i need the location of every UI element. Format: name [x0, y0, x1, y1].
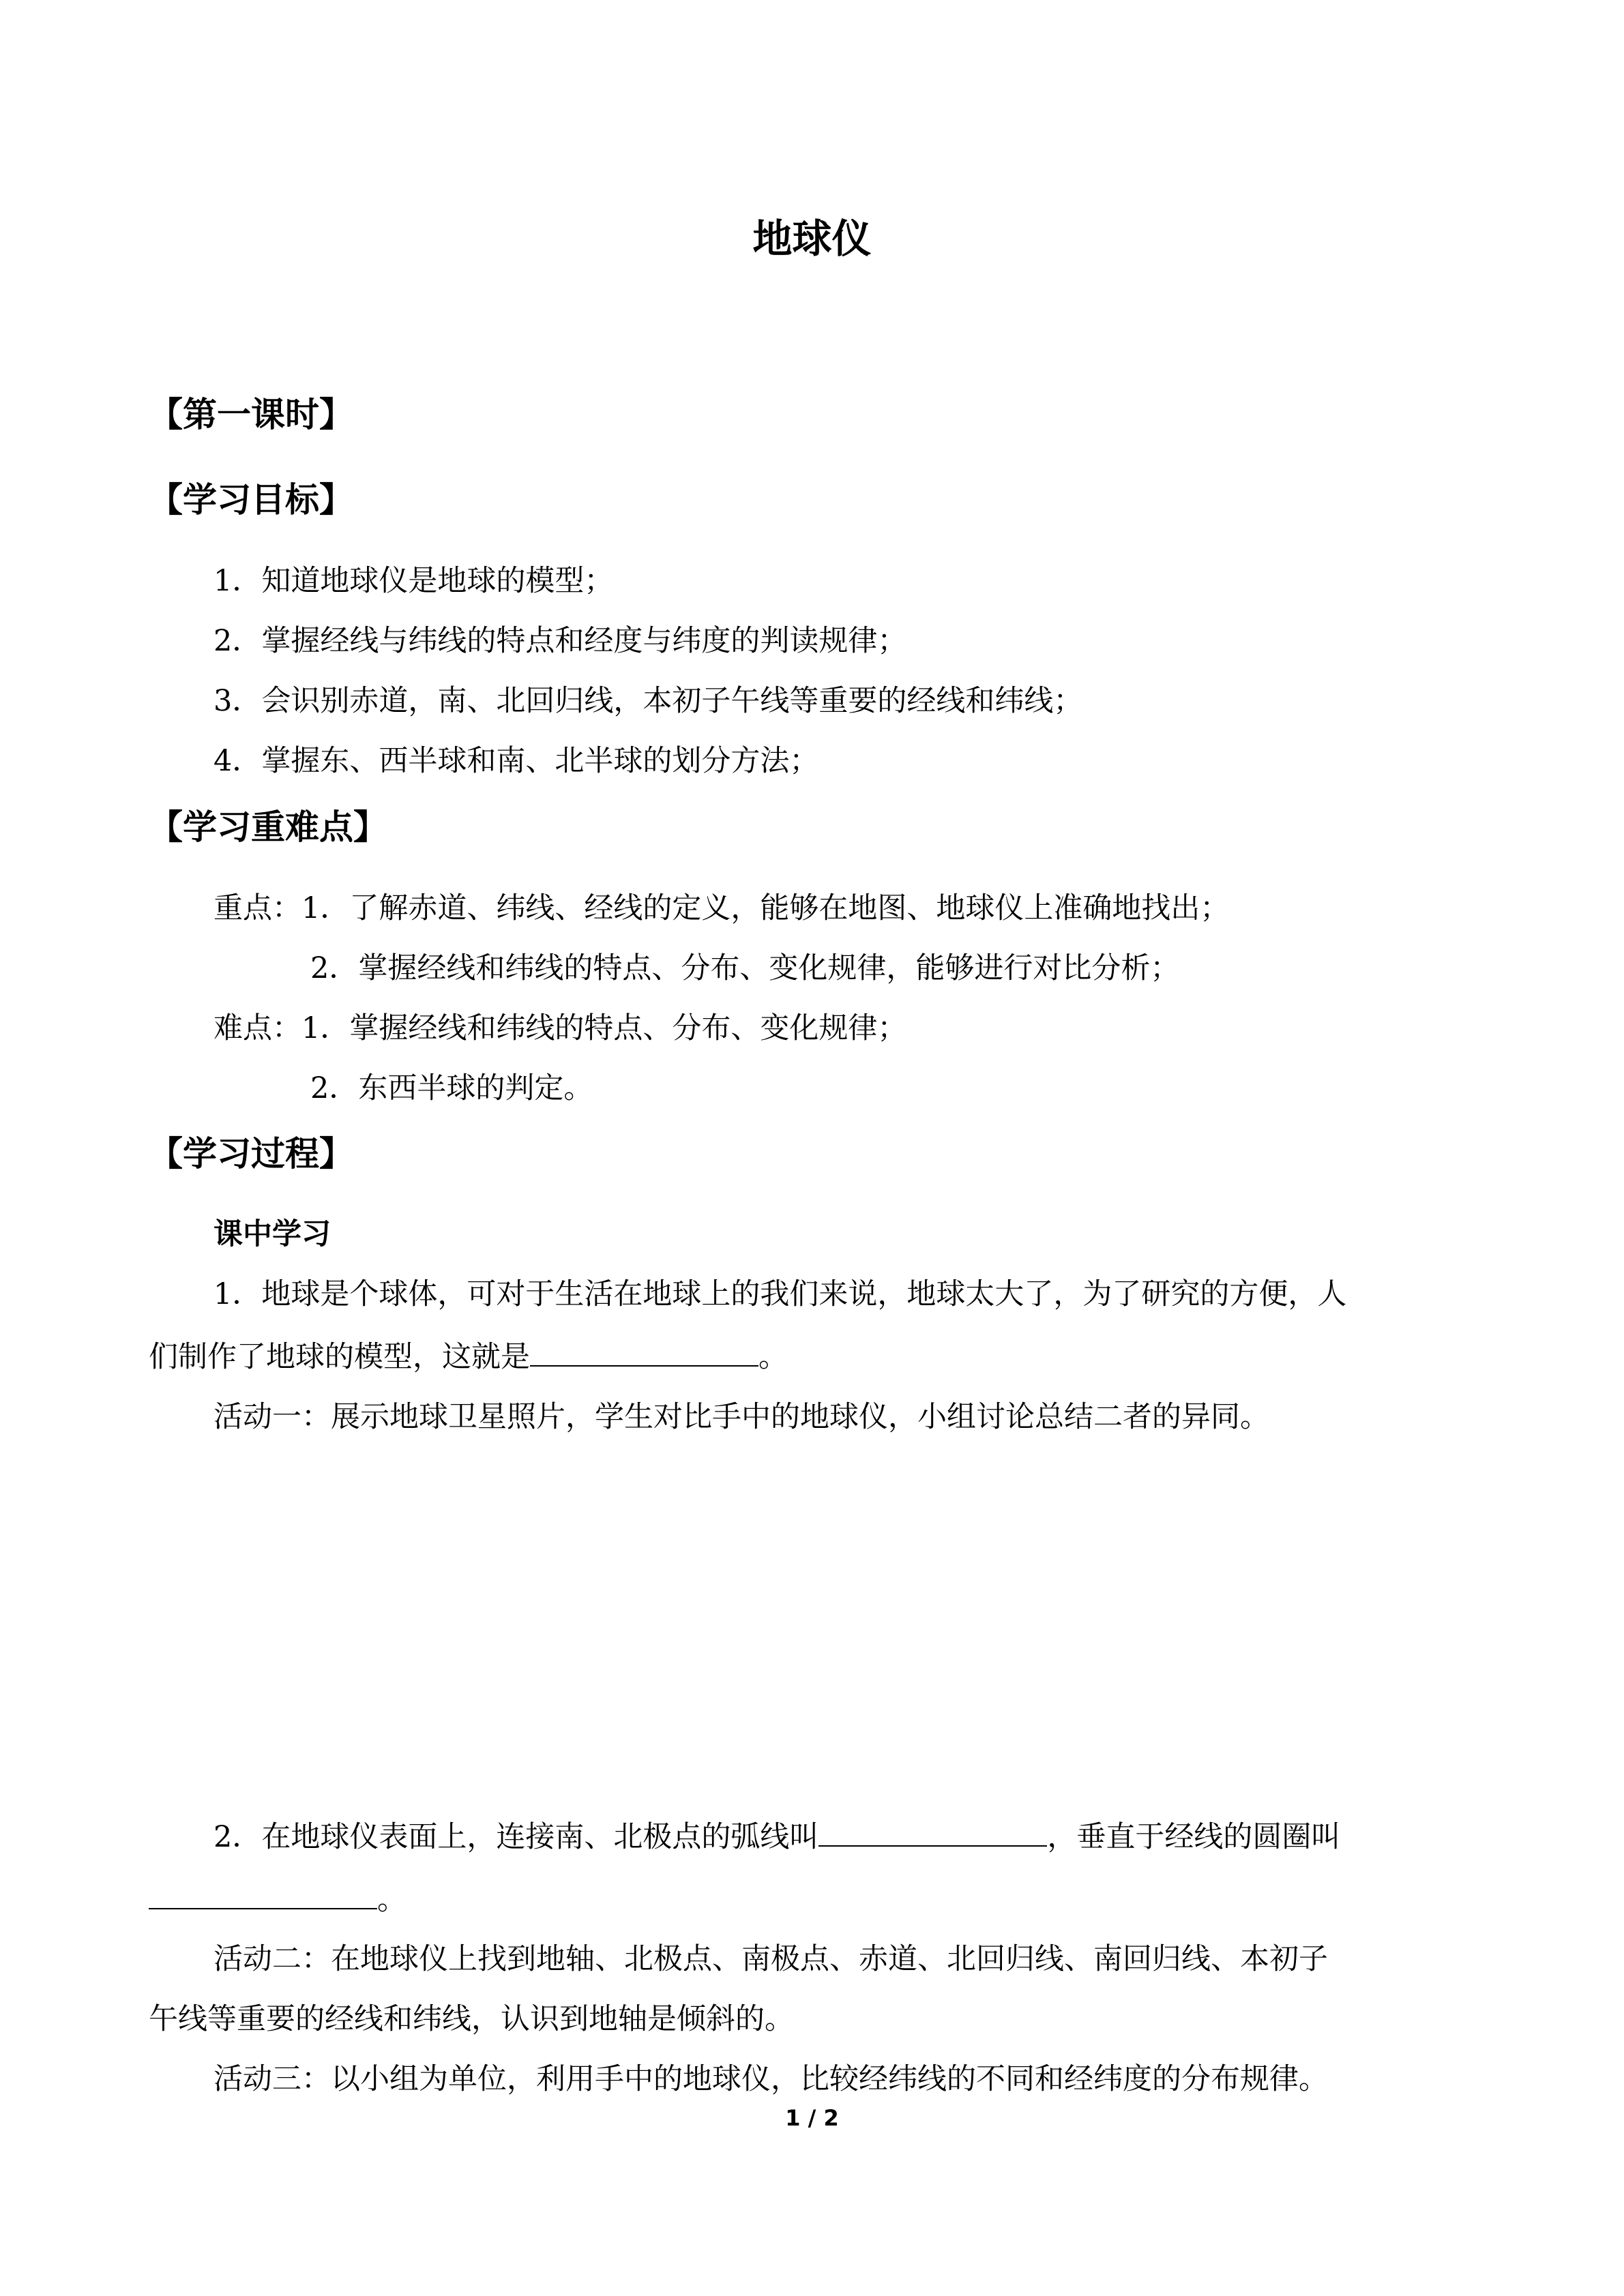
activity-2-line-1: 活动二：在地球仪上找到地轴、北极点、南极点、赤道、北回归线、南回归线、本初子 [213, 1942, 1328, 1976]
question-2-prefix: 2．在地球仪表面上，连接南、北极点的弧线叫 [213, 1820, 819, 1854]
answer-blank-globe[interactable] [530, 1334, 758, 1367]
objective-item: 1．知道地球仪是地球的模型； [213, 564, 614, 598]
difficulty-item: 2．东西半球的判定。 [310, 1071, 593, 1105]
question-2-line-1 [213, 1814, 1340, 1858]
activity-1: 活动一：展示地球卫星照片，学生对比手中的地球仪，小组讨论总结二者的异同。 [213, 1400, 1269, 1434]
objective-item: 3．会识别赤道，南、北回归线，本初子午线等重要的经线和纬线； [213, 684, 1083, 718]
key-point-item: 2．掌握经线和纬线的特点、分布、变化规律，能够进行对比分析； [310, 951, 1180, 985]
question-1-suffix: 。 [758, 1340, 788, 1374]
heading-key-points: 【学习重难点】 [149, 807, 387, 847]
page-title: 地球仪 [752, 215, 872, 262]
question-1-line-2 [149, 1334, 788, 1377]
objective-item: 2．掌握经线与纬线的特点和经度与纬度的判读规律； [213, 624, 907, 658]
page-number: 1 / 2 [785, 2105, 839, 2131]
heading-process: 【学习过程】 [149, 1134, 353, 1174]
question-2-line-2 [149, 1877, 407, 1920]
question-2-middle: ，垂直于经线的圆圈叫 [1047, 1820, 1341, 1854]
answer-blank-meridian[interactable] [818, 1814, 1047, 1847]
activity-3: 活动三：以小组为单位，利用手中的地球仪，比较经纬线的不同和经纬度的分布规律。 [213, 2062, 1328, 2096]
difficulty-item: 难点：1．掌握经线和纬线的特点、分布、变化规律； [213, 1011, 907, 1045]
question-1-prefix: 们制作了地球的模型，这就是 [149, 1340, 530, 1374]
activity-2-line-2: 午线等重要的经线和纬线，认识到地轴是倾斜的。 [149, 2002, 794, 2036]
objective-item: 4．掌握东、西半球和南、北半球的划分方法； [213, 744, 819, 778]
question-2-suffix: 。 [377, 1883, 407, 1917]
question-1-line-1: 1．地球是个球体，可对于生活在地球上的我们来说，地球太大了，为了研究的方便，人 [213, 1277, 1347, 1311]
section-label: 课中学习 [213, 1217, 331, 1251]
key-point-item: 重点：1．了解赤道、纬线、经线的定义，能够在地图、地球仪上准确地找出； [213, 891, 1230, 925]
answer-blank-parallel[interactable] [149, 1877, 377, 1909]
heading-lesson: 【第一课时】 [149, 395, 353, 434]
heading-objectives: 【学习目标】 [149, 480, 353, 520]
